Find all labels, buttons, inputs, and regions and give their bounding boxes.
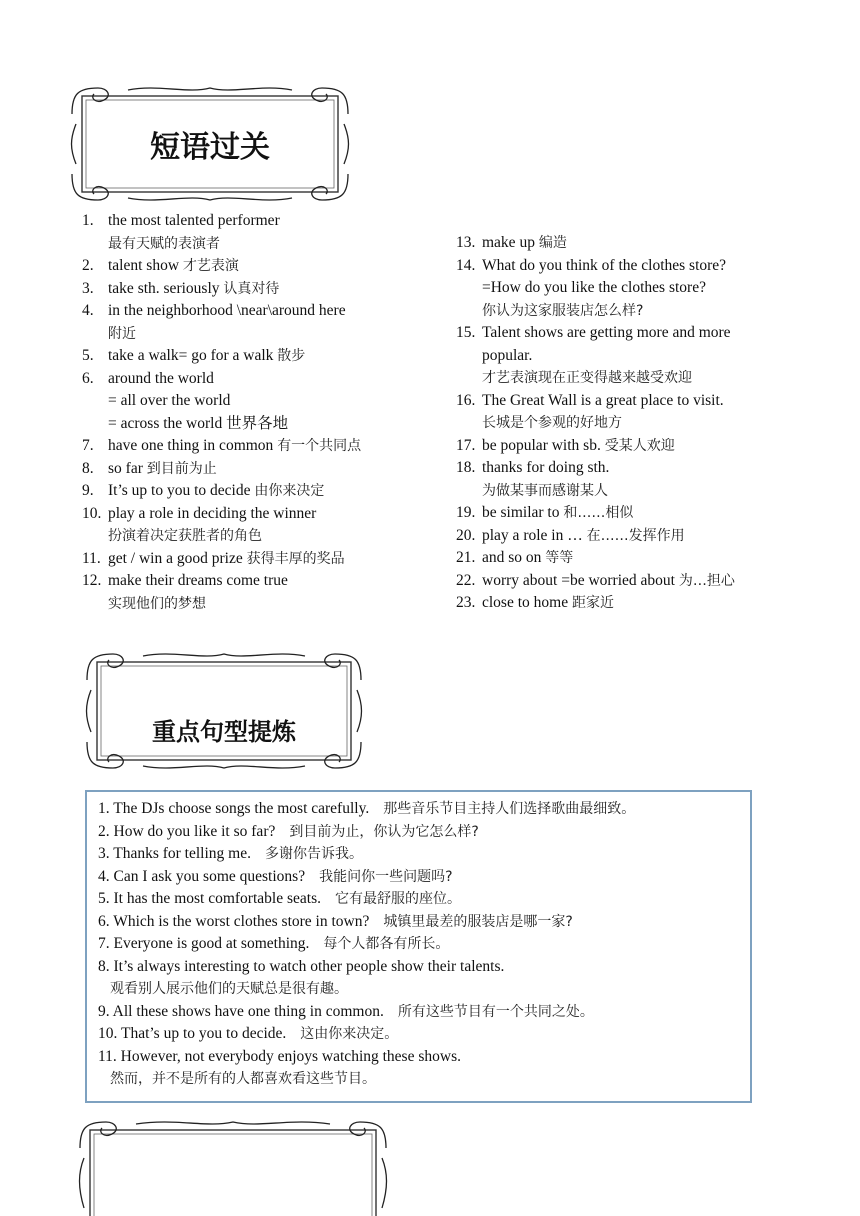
item-number: 12. xyxy=(82,572,102,589)
phrase-english: in the neighborhood \near\around here xyxy=(108,302,346,319)
phrase-item xyxy=(82,503,452,526)
phrase-item xyxy=(456,435,786,458)
sentence-english: 2. How do you like it so far? xyxy=(98,822,276,840)
phrase-subline: = across the world 世界各地 xyxy=(108,414,289,432)
sentence-chinese: 每个人都各有所长。 xyxy=(323,936,450,952)
phrase-chinese: 距家近 xyxy=(571,595,614,611)
item-number: 16. xyxy=(456,391,476,409)
phrase-english: be similar to xyxy=(482,504,560,521)
sentence-item xyxy=(98,798,750,821)
sentence-english: 7. Everyone is good at something. xyxy=(98,935,310,952)
phrase-subline: popular. xyxy=(482,346,533,364)
phrase-subline: 才艺表演现在正变得越来越受欢迎 xyxy=(482,370,692,386)
section-title: 重点句型提炼 xyxy=(152,717,296,746)
sentence-item xyxy=(98,1001,750,1024)
item-number: 1. xyxy=(82,212,94,229)
phrase-item xyxy=(82,300,452,323)
phrase-subline: 你认为这家服装店怎么样? xyxy=(482,302,644,319)
sentence-item xyxy=(98,911,750,934)
sentence-chinese: 观看别人展示他们的天赋总是很有趣。 xyxy=(110,981,348,997)
sentence-chinese: 然而，并不是所有的人都喜欢看这些节目。 xyxy=(110,1071,376,1087)
phrase-item xyxy=(82,210,452,233)
phrase-english: close to home xyxy=(482,594,569,611)
key-sentences-box xyxy=(85,790,752,1103)
phrase-item xyxy=(456,390,786,413)
phrase-item xyxy=(456,457,786,480)
phrase-english: play a role in deciding the winner xyxy=(108,504,317,522)
sentence-english: 9. All these shows have one thing in common. xyxy=(98,1002,384,1020)
phrase-subline: 最有天赋的表演者 xyxy=(108,235,220,252)
item-number: 13. xyxy=(456,234,476,251)
phrase-chinese: 散步 xyxy=(277,348,306,364)
phrase-english: worry about =be worried about xyxy=(482,571,675,589)
sentence-english: 1. The DJs choose songs the most carefully. xyxy=(98,800,370,817)
phrase-chinese: 在……发挥作用 xyxy=(586,527,685,544)
phrase-subline: 长城是个参观的好地方 xyxy=(482,415,622,431)
phrase-english: It’s up to you to decide xyxy=(108,482,251,499)
sentence-english: 8. It’s always interesting to watch other people show their talents. xyxy=(98,957,505,975)
phrase-subline: =How do you like the clothes store? xyxy=(482,279,706,296)
sentence-chinese: 到目前为止，你认为它怎么样? xyxy=(289,823,479,840)
sentence-chinese: 那些音乐节目主持人们选择歌曲最细致。 xyxy=(383,801,636,817)
phrase-english: get / win a good prize xyxy=(108,549,243,567)
item-number: 4. xyxy=(82,302,94,319)
phrase-item xyxy=(456,255,786,278)
phrase-item xyxy=(456,322,786,345)
phrase-item xyxy=(456,502,786,525)
ornamental-frame-icon xyxy=(76,1118,390,1216)
phrase-item xyxy=(82,345,452,368)
section-title-frame-2 xyxy=(83,650,365,772)
phrase-item xyxy=(456,525,786,548)
item-number: 5. xyxy=(82,347,94,364)
phrase-english: play a role in … xyxy=(482,526,583,544)
item-number: 23. xyxy=(456,594,476,611)
sentence-english: 3. Thanks for telling me. xyxy=(98,845,251,862)
item-number: 8. xyxy=(82,459,94,477)
item-number: 6. xyxy=(82,369,94,387)
phrase-chinese: 认真对待 xyxy=(223,280,280,297)
phrase-item xyxy=(456,547,786,570)
sentence-item xyxy=(98,1046,750,1069)
phrase-item xyxy=(82,368,452,391)
item-number: 3. xyxy=(82,279,94,297)
sentence-chinese: 这由你来决定。 xyxy=(300,1026,399,1042)
phrase-chinese: 编造 xyxy=(538,235,567,251)
item-number: 9. xyxy=(82,482,94,499)
sentence-item xyxy=(98,821,750,844)
phrase-chinese: 受某人欢迎 xyxy=(604,437,675,454)
phrase-english: so far xyxy=(108,459,143,477)
phrase-english: talent show xyxy=(108,257,180,274)
section-title-frame-3 xyxy=(76,1118,390,1216)
item-number: 20. xyxy=(456,526,476,544)
phrase-chinese: 有一个共同点 xyxy=(277,438,362,454)
sentence-chinese: 所有这些节目有一个共同之处。 xyxy=(397,1003,594,1020)
phrase-subline: 附近 xyxy=(108,325,136,342)
item-number: 15. xyxy=(456,324,476,341)
sentence-item xyxy=(98,1023,750,1046)
phrase-english: make up xyxy=(482,234,535,251)
sentence-english: 4. Can I ask you some questions? xyxy=(98,867,306,885)
phrase-subline: 实现他们的梦想 xyxy=(108,595,206,612)
item-number: 10. xyxy=(82,504,102,522)
phrase-item xyxy=(82,458,452,481)
sentence-english: 6. Which is the worst clothes store in town? xyxy=(98,912,370,930)
sentence-item xyxy=(98,933,750,956)
item-number: 17. xyxy=(456,436,476,454)
item-number: 11. xyxy=(82,549,101,567)
phrase-list-right xyxy=(456,232,786,615)
section-title-frame-1 xyxy=(68,84,352,204)
phrase-item xyxy=(82,548,452,571)
item-number: 22. xyxy=(456,571,476,589)
phrase-list-left xyxy=(82,210,452,615)
phrase-english: take sth. seriously xyxy=(108,279,220,297)
phrase-item xyxy=(456,570,786,593)
phrase-subline: = all over the world xyxy=(108,392,231,409)
item-number: 21. xyxy=(456,549,476,566)
phrase-chinese: 等等 xyxy=(545,550,574,566)
item-number: 2. xyxy=(82,257,94,274)
item-number: 18. xyxy=(456,459,476,476)
phrase-item xyxy=(82,255,452,278)
ornamental-frame-icon xyxy=(83,650,365,772)
sentence-chinese: 城镇里最差的服装店是哪一家? xyxy=(383,913,573,930)
phrase-english: and so on xyxy=(482,549,542,566)
phrase-chinese: 才艺表演 xyxy=(182,258,239,274)
phrase-chinese: 和……相似 xyxy=(563,505,634,521)
phrase-chinese: 获得丰厚的奖品 xyxy=(246,550,345,567)
phrase-english: make their dreams come true xyxy=(108,572,288,589)
phrase-chinese: 由你来决定 xyxy=(254,483,325,499)
phrase-item xyxy=(456,592,786,615)
section-title: 短语过关 xyxy=(150,130,270,165)
sentence-item xyxy=(98,866,750,889)
phrase-item xyxy=(82,570,452,593)
sentence-english: 5. It has the most comfortable seats. xyxy=(98,890,321,907)
phrase-english: thanks for doing sth. xyxy=(482,459,610,476)
sentence-chinese: 它有最舒服的座位。 xyxy=(334,891,461,907)
phrase-english: take a walk= go for a walk xyxy=(108,347,274,364)
sentence-english: 10. That’s up to you to decide. xyxy=(98,1025,287,1042)
phrase-english: have one thing in common xyxy=(108,437,274,454)
phrase-english: be popular with sb. xyxy=(482,436,601,454)
item-number: 7. xyxy=(82,437,94,454)
sentence-chinese: 我能问你一些问题吗? xyxy=(319,868,453,885)
phrase-item xyxy=(82,435,452,458)
phrase-english: the most talented performer xyxy=(108,212,280,229)
phrase-subline: 扮演着决定获胜者的角色 xyxy=(108,528,262,544)
phrase-item xyxy=(456,232,786,255)
item-number: 19. xyxy=(456,504,476,521)
phrase-item xyxy=(82,278,452,301)
sentence-item xyxy=(98,956,750,979)
phrase-item xyxy=(82,480,452,503)
phrase-subline: 为做某事而感谢某人 xyxy=(482,482,608,499)
phrase-english: around the world xyxy=(108,369,214,387)
phrase-english: Talent shows are getting more and more xyxy=(482,324,731,341)
phrase-chinese: 为…担心 xyxy=(678,572,735,589)
sentence-item xyxy=(98,843,750,866)
phrase-english: The Great Wall is a great place to visit. xyxy=(482,391,724,409)
sentence-chinese: 多谢你告诉我。 xyxy=(264,846,363,862)
sentence-item xyxy=(98,888,750,911)
sentence-english: 11. However, not everybody enjoys watching these shows. xyxy=(98,1047,461,1065)
phrase-chinese: 到目前为止 xyxy=(146,460,217,477)
item-number: 14. xyxy=(456,256,476,274)
phrase-english: What do you think of the clothes store? xyxy=(482,256,727,274)
